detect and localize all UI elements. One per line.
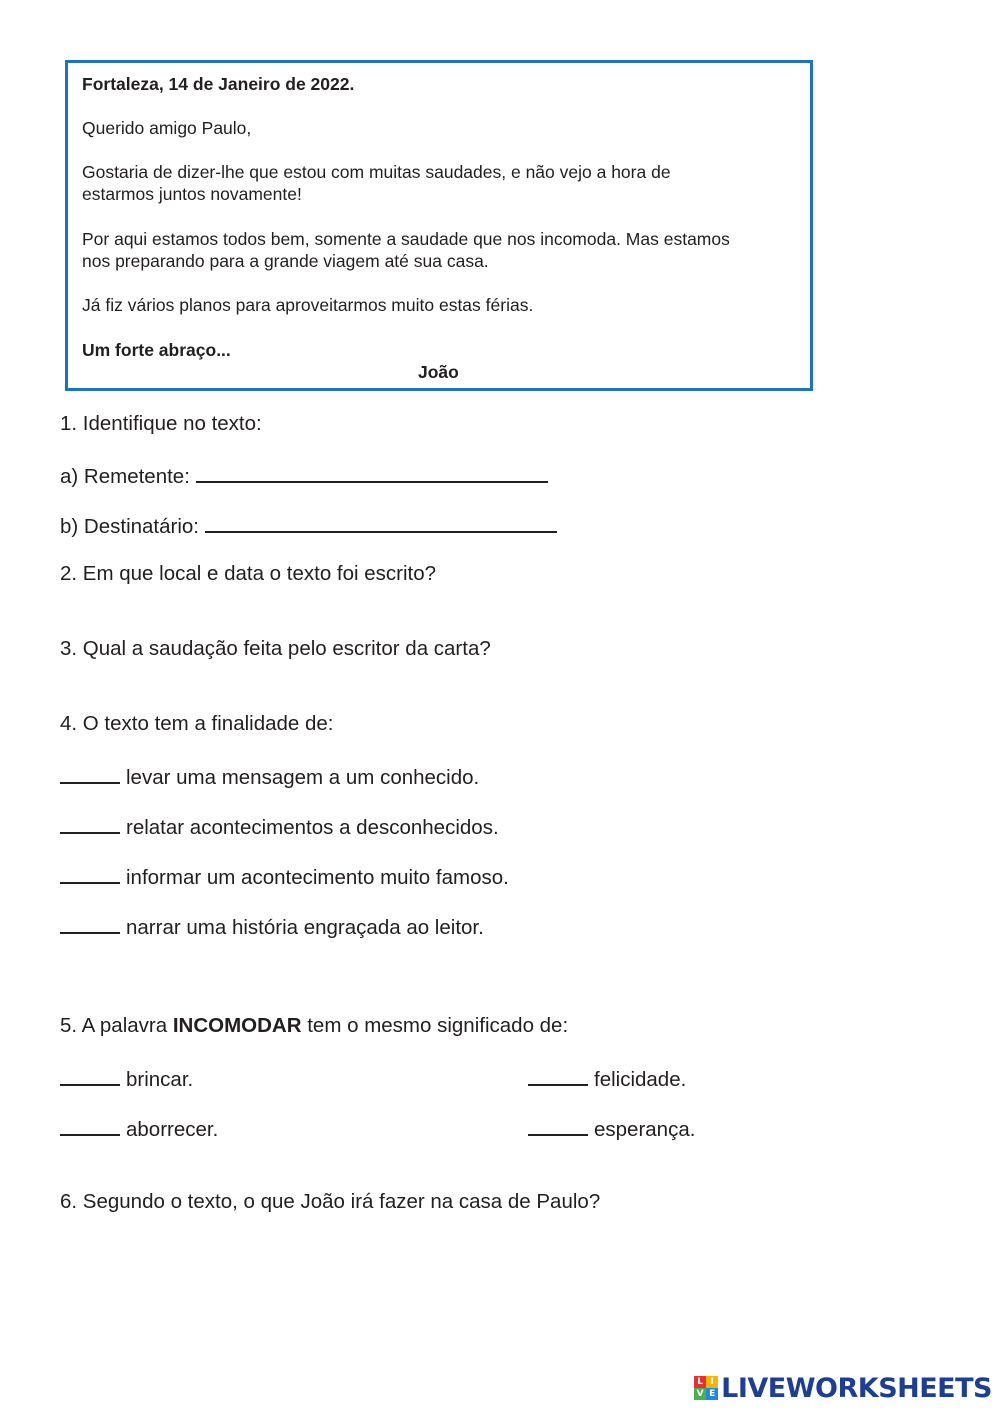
q5-option-row [60, 1064, 193, 1093]
letter-greeting: Querido amigo Paulo, [82, 118, 252, 138]
destinatario-answer-blank[interactable] [205, 511, 557, 533]
question-1b-row [60, 511, 557, 540]
q4-option-row [60, 862, 509, 891]
q5-option-row [528, 1114, 695, 1143]
question-1a-label: a) Remetente: [60, 465, 190, 488]
q5-option-4-blank[interactable] [528, 1114, 588, 1136]
liveworksheets-brand [694, 1373, 992, 1403]
q5-option-row [60, 1114, 218, 1143]
q5-option-2-text: felicidade. [594, 1068, 687, 1091]
q4-option-1-text: levar uma mensagem a um conhecido. [126, 766, 480, 789]
q5-option-1-text: brincar. [126, 1068, 194, 1091]
letter-paragraph-1-line-2: estarmos juntos novamente! [82, 184, 302, 204]
logo-letter: L [694, 1376, 706, 1388]
question-3: 3. Qual a saudação feita pelo escritor da carta? [60, 637, 491, 660]
letter-closing: Um forte abraço... [82, 340, 231, 360]
letter-signature: João [418, 362, 459, 382]
question-5-suffix: tem o mesmo significado de: [307, 1014, 569, 1037]
logo-letter: E [706, 1388, 718, 1400]
q5-option-2-blank[interactable] [528, 1064, 588, 1086]
question-6: 6. Segundo o texto, o que João irá fazer na casa de Paulo? [60, 1190, 601, 1213]
q4-option-2-text: relatar acontecimentos a desconhecidos. [126, 816, 499, 839]
q5-option-3-blank[interactable] [60, 1114, 120, 1136]
letter-paragraph-3: Já fiz vários planos para aproveitarmos muito estas férias. [82, 295, 534, 315]
liveworksheets-logo-icon [694, 1376, 718, 1400]
q4-option-2-blank[interactable] [60, 812, 120, 834]
liveworksheets-wordmark: LIVEWORKSHEETS [721, 1372, 992, 1404]
q4-option-4-text: narrar uma história engraçada ao leitor. [126, 916, 484, 939]
letter-paragraph-2-line-1: Por aqui estamos todos bem, somente a saudade que nos incomoda. Mas estamos [82, 229, 730, 249]
q4-option-4-blank[interactable] [60, 912, 120, 934]
q4-option-3-blank[interactable] [60, 862, 120, 884]
question-4: 4. O texto tem a finalidade de: [60, 712, 334, 735]
q4-option-1-blank[interactable] [60, 762, 120, 784]
question-5 [60, 1013, 568, 1039]
q4-option-row [60, 912, 484, 941]
letter-paragraph-1-line-1: Gostaria de dizer-lhe que estou com muitas saudades, e não vejo a hora de [82, 162, 671, 182]
remetente-answer-blank[interactable] [196, 461, 548, 483]
question-1a-row [60, 461, 548, 490]
q5-option-row [528, 1064, 686, 1093]
q5-option-3-text: aborrecer. [126, 1118, 219, 1141]
question-5-prefix: 5. A palavra [60, 1014, 168, 1037]
q5-option-4-text: esperança. [594, 1118, 696, 1141]
letter-box [65, 60, 813, 391]
question-1: 1. Identifique no texto: [60, 412, 262, 435]
question-5-keyword: INCOMODAR [172, 1014, 302, 1037]
letter-paragraph-2-line-2: nos preparando para a grande viagem até sua casa. [82, 251, 489, 271]
question-2: 2. Em que local e data o texto foi escrito? [60, 562, 437, 585]
q4-option-row [60, 762, 479, 791]
q4-option-row [60, 812, 499, 841]
logo-letter: I [706, 1376, 718, 1388]
logo-letter: V [694, 1388, 706, 1400]
question-1b-label: b) Destinatário: [60, 515, 200, 538]
letter-date: Fortaleza, 14 de Janeiro de 2022. [82, 74, 355, 94]
q4-option-3-text: informar um acontecimento muito famoso. [126, 866, 509, 889]
q5-option-1-blank[interactable] [60, 1064, 120, 1086]
